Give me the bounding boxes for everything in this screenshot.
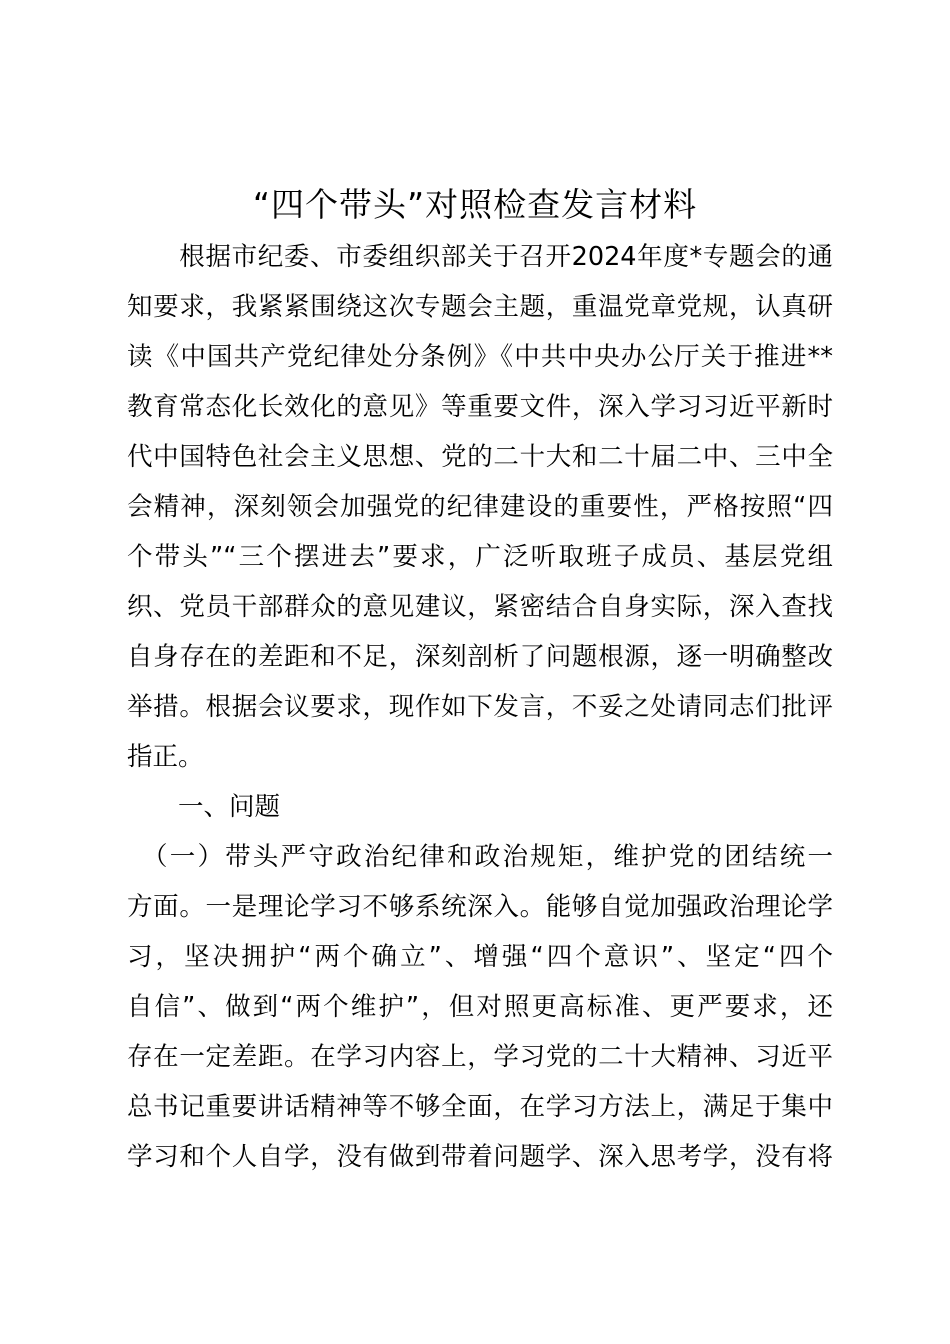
text-line: 读《中国共产党纪律处分条例》《中共中央办公厅关于推进** [127, 342, 833, 372]
text-line: 自信”、做到“两个维护”，但对照更高标准、更严要求，还 [127, 992, 833, 1022]
text-line: 学习和个人自学，没有做到带着问题学、深入思考学，没有将 [127, 1142, 833, 1172]
section-heading: 一、问题 [178, 792, 281, 822]
text-line: 代中国特色社会主义思想、党的二十大和二十届二中、三中全 [127, 442, 833, 472]
text-line: 总书记重要讲话精神等不够全面，在学习方法上，满足于集中 [127, 1092, 833, 1122]
text-line: 织、党员干部群众的意见建议，紧密结合自身实际，深入查找 [127, 592, 833, 622]
document-title: “四个带头”对照检查发言材料 [252, 185, 698, 224]
text-line: 指正。 [127, 742, 204, 772]
text-line: 习，坚决拥护“两个确立”、增强“四个意识”、坚定“四个 [127, 942, 833, 972]
text-line: 方面。一是理论学习不够系统深入。能够自觉加强政治理论学 [127, 892, 833, 922]
intro-paragraph [127, 232, 833, 782]
document-body [127, 232, 833, 1182]
text-line: （一）带头严守政治纪律和政治规矩，维护党的团结统一 [127, 842, 833, 872]
text-line: 个带头”“三个摆进去”要求，广泛听取班子成员、基层党组 [127, 542, 833, 572]
text-line: 知要求，我紧紧围绕这次专题会主题，重温党章党规，认真研 [127, 292, 833, 322]
text-line: 自身存在的差距和不足，深刻剖析了问题根源，逐一明确整改 [127, 642, 833, 672]
text-line: 根据市纪委、市委组织部关于召开2024年度*专题会的通 [127, 242, 833, 272]
text-line: 存在一定差距。在学习内容上，学习党的二十大精神、习近平 [127, 1042, 833, 1072]
text-line: 教育常态化长效化的意见》等重要文件，深入学习习近平新时 [127, 392, 833, 422]
text-line: 会精神，深刻领会加强党的纪律建设的重要性，严格按照“四 [127, 492, 833, 522]
section1-paragraph [127, 832, 833, 1182]
text-line: 举措。根据会议要求，现作如下发言，不妥之处请同志们批评 [127, 692, 833, 722]
